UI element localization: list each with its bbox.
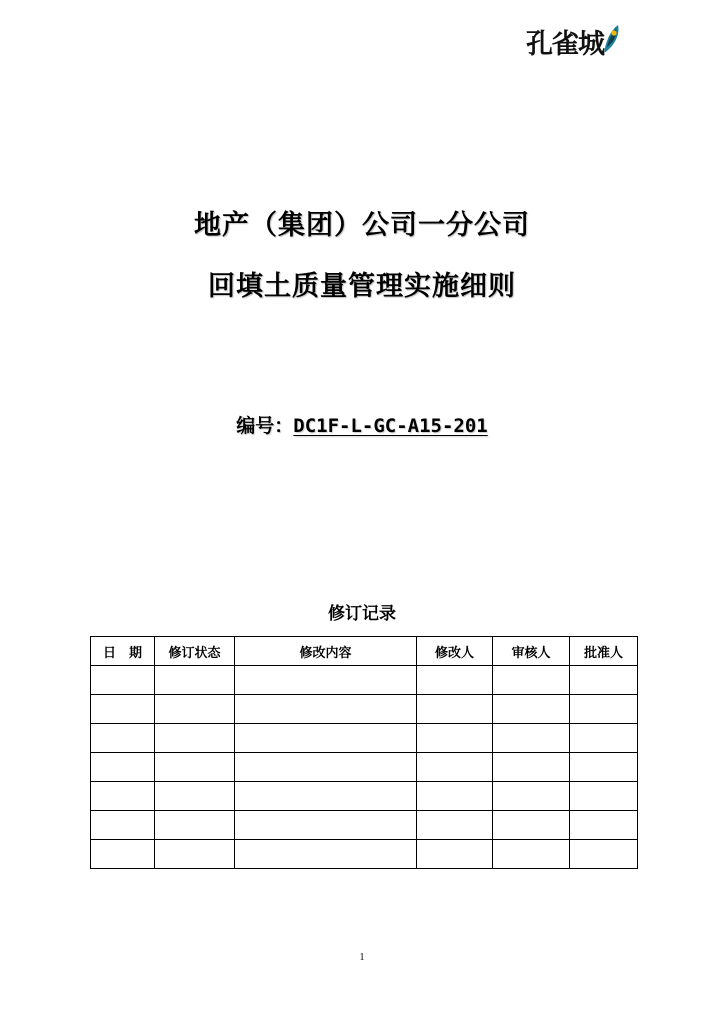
table-row: [91, 782, 638, 811]
logo-text: 孔雀城: [526, 28, 604, 60]
peacock-feather-icon: [600, 23, 622, 55]
table-cell: [570, 753, 638, 782]
table-cell: [235, 666, 417, 695]
document-code-value: DC1F-L-GC-A15-201: [293, 415, 488, 437]
table-cell: [155, 782, 235, 811]
table-cell: [155, 753, 235, 782]
table-cell: [91, 753, 155, 782]
table-cell: [155, 695, 235, 724]
table-cell: [417, 724, 493, 753]
page-number: 1: [359, 952, 365, 963]
table-cell: [235, 695, 417, 724]
table-cell: [493, 753, 570, 782]
table-row: [91, 840, 638, 869]
table-cell: [235, 782, 417, 811]
table-cell: [570, 840, 638, 869]
table-row: [91, 753, 638, 782]
column-header-reviewer: 审核人: [493, 637, 570, 666]
document-code: [0, 417, 724, 436]
table-cell: [417, 840, 493, 869]
table-cell: [155, 840, 235, 869]
table-cell: [417, 782, 493, 811]
table-cell: [235, 840, 417, 869]
table-cell: [155, 666, 235, 695]
table-cell: [91, 724, 155, 753]
table-row: [91, 811, 638, 840]
revision-record-table: [90, 636, 638, 869]
table-cell: [91, 695, 155, 724]
table-cell: [493, 840, 570, 869]
table-cell: [570, 811, 638, 840]
table-cell: [235, 811, 417, 840]
table-cell: [570, 666, 638, 695]
table-header-row: [91, 637, 638, 666]
table-cell: [91, 782, 155, 811]
table-cell: [493, 695, 570, 724]
table-row: [91, 724, 638, 753]
document-code-label: 编号：: [236, 415, 294, 437]
column-header-approver: 批准人: [570, 637, 638, 666]
column-header-revision-content: 修改内容: [235, 637, 417, 666]
table-cell: [570, 782, 638, 811]
column-header-modifier: 修改人: [417, 637, 493, 666]
table-row: [91, 695, 638, 724]
table-cell: [235, 724, 417, 753]
column-header-revision-status: 修订状态: [155, 637, 235, 666]
table-cell: [493, 811, 570, 840]
column-header-date: 日 期: [91, 637, 155, 666]
table-row: [91, 666, 638, 695]
document-title-line-1: 地产（集团）公司一分公司: [194, 210, 530, 241]
table-cell: [155, 724, 235, 753]
table-cell: [417, 811, 493, 840]
table-cell: [91, 666, 155, 695]
document-title-line-2: 回填土质量管理实施细则: [208, 271, 516, 302]
table-cell: [493, 724, 570, 753]
company-logo: [526, 22, 646, 66]
table-cell: [417, 666, 493, 695]
table-cell: [417, 695, 493, 724]
table-cell: [417, 753, 493, 782]
table-cell: [570, 695, 638, 724]
revision-record-title: 修订记录: [328, 604, 396, 624]
table-cell: [570, 724, 638, 753]
table-cell: [91, 840, 155, 869]
table-cell: [155, 811, 235, 840]
table-cell: [493, 666, 570, 695]
table-cell: [91, 811, 155, 840]
table-cell: [235, 753, 417, 782]
table-cell: [493, 782, 570, 811]
